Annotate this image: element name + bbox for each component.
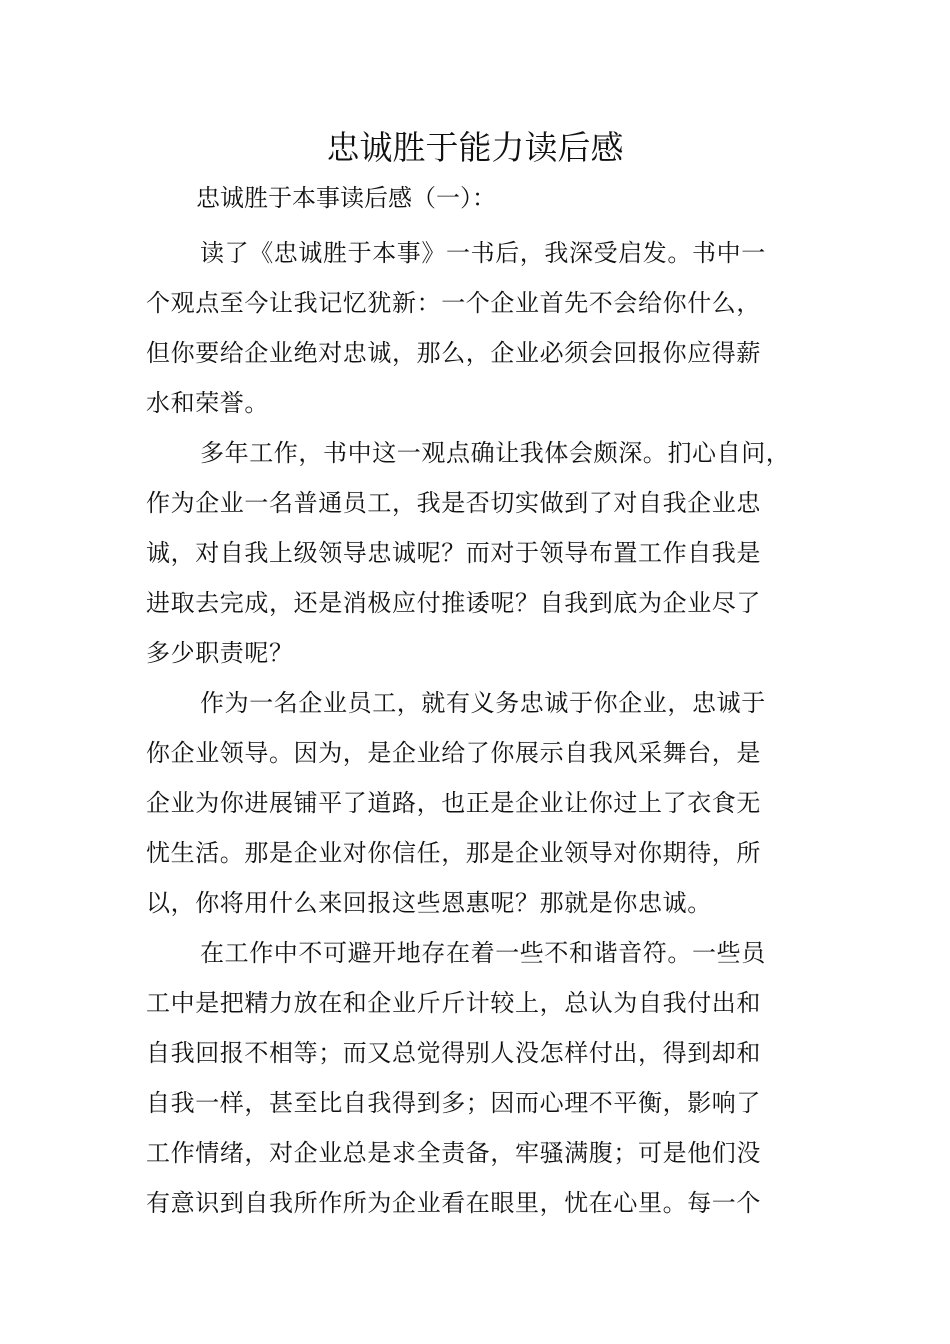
paragraph-1-line-4: 水和荣誉。	[146, 389, 269, 417]
document-subtitle: 忠诚胜于本事读后感（一）：	[196, 184, 496, 212]
paragraph-1-line-2: 个观点至今让我记忆犹新：一个企业首先不会给你什么，	[146, 289, 761, 317]
paragraph-2-line-3: 诚，对自我上级领导忠诚呢？而对于领导布置工作自我是	[146, 539, 761, 567]
paragraph-3-line-5: 以，你将用什么来回报这些恩惠呢？那就是你忠诚。	[146, 889, 712, 917]
paragraph-3-line-4: 忧生活。那是企业对你信任，那是企业领导对你期待，所	[146, 839, 761, 867]
paragraph-2-line-5: 多少职责呢？	[146, 639, 294, 667]
paragraph-4-line-1: 在工作中不可避开地存在着一些不和谐音符。一些员	[200, 939, 766, 967]
paragraph-2-line-2: 作为企业一名普通员工，我是否切实做到了对自我企业忠	[146, 489, 761, 517]
paragraph-1-line-1: 读了《忠诚胜于本事》一书后，我深受启发。书中一	[200, 239, 766, 267]
paragraph-4-line-2: 工中是把精力放在和企业斤斤计较上，总认为自我付出和	[146, 989, 761, 1017]
body-text	[146, 228, 826, 1228]
paragraph-3-line-1: 作为一名企业员工，就有义务忠诚于你企业，忠诚于	[200, 689, 766, 717]
paragraph-4-line-5: 工作情绪，对企业总是求全责备，牢骚满腹；可是他们没	[146, 1139, 761, 1167]
paragraph-4-line-6: 有意识到自我所作所为企业看在眼里，忧在心里。每一个	[146, 1189, 761, 1217]
paragraph-2-line-1: 多年工作，书中这一观点确让我体会颇深。扪心自问，	[200, 439, 791, 467]
paragraph-2-line-4: 进取去完成，还是消极应付推诿呢？自我到底为企业尽了	[146, 589, 761, 617]
paragraph-3-line-3: 企业为你进展铺平了道路，也正是企业让你过上了衣食无	[146, 789, 761, 817]
paragraph-1-line-3: 但你要给企业绝对忠诚，那么，企业必须会回报你应得薪	[146, 339, 761, 367]
paragraph-4-line-4: 自我一样，甚至比自我得到多；因而心理不平衡，影响了	[146, 1089, 761, 1117]
document-title: 忠诚胜于能力读后感	[326, 128, 624, 167]
paragraph-3-line-2: 你企业领导。因为，是企业给了你展示自我风采舞台，是	[146, 739, 761, 767]
paragraph-4-line-3: 自我回报不相等；而又总觉得别人没怎样付出，得到却和	[146, 1039, 761, 1067]
